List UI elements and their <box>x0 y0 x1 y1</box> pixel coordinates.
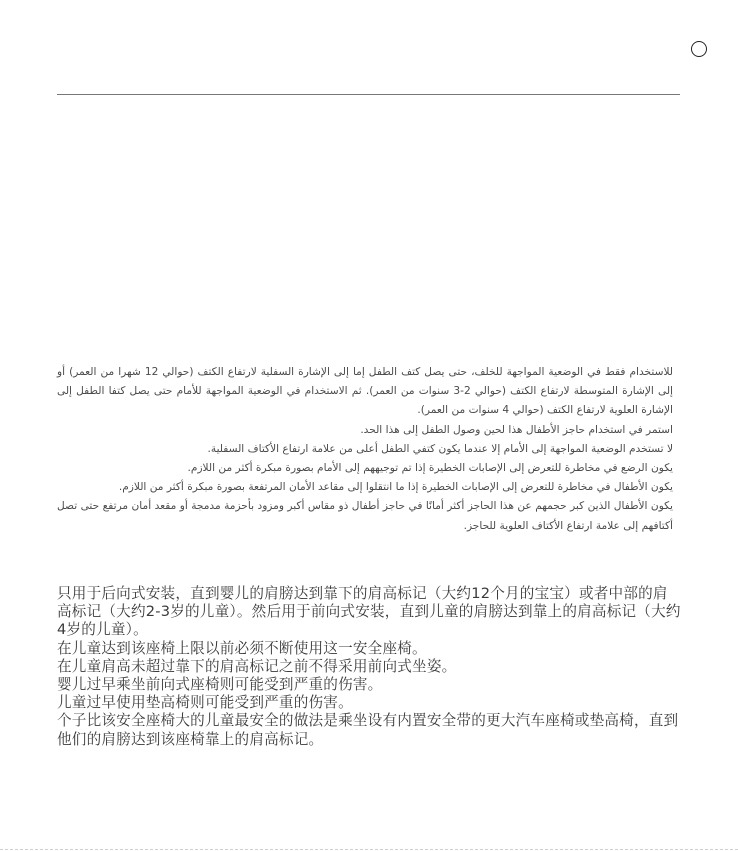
arabic-paragraph-4: يكون الرضع في مخاطرة للتعرض إلى الإصابات الخطيرة إذا تم توجيههم إلى الأمام بصورة مبكرة أكثر من اللازم. <box>187 462 673 475</box>
chinese-paragraph-4: 婴儿过早乘坐前向式座椅则可能受到严重的伤害。 <box>57 676 383 694</box>
arabic-paragraph-1: للاستخدام فقط في الوضعية المواجهة للخلف، حتى يصل كتف الطفل إما إلى الإشارة السفلية لارتفاع الكتف (حوالي 12 شهرا من العمر) أو إلى الإشارة المتوسطة لارتفاع الكتف (حوالي 2-3 سنوات من العمر). ثم الاستخدام في الوضعية المواجهة للأمام حتى يصل كتفا الطفل إلى الإشارة العلوية لارتفاع الكتف (حوالي 4 سنوات من العمر). <box>57 366 674 417</box>
chinese-instructions <box>57 585 681 749</box>
page-corner-circle-mark <box>691 41 707 57</box>
chinese-paragraph-6: 个子比该安全座椅大的儿童最安全的做法是乘坐设有内置安全带的更大汽车座椅或垫高椅，直到他们的肩膀达到该座椅靠上的肩高标记。 <box>57 712 679 748</box>
arabic-paragraph-2: استمر في استخدام حاجز الأطفال هذا لحين وصول الطفل إلى هذا الحد. <box>360 423 673 436</box>
header-rule <box>57 94 680 95</box>
arabic-paragraph-6: يكون الأطفال الذين كبر حجمهم عن هذا الحاجز أكثر أمانًا في حاجز أطفال ذو مقاس أكبر ومزود بأحزمة مدمجة أو مقعد أمان مرتفع حتى تصل أكتافهم إلى علامة ارتفاع الأكتاف العلوية للحاجز. <box>57 500 673 532</box>
page-bottom-edge <box>0 849 738 850</box>
chinese-paragraph-2: 在儿童达到该座椅上限以前必须不断使用这一安全座椅。 <box>57 639 427 657</box>
arabic-instructions <box>57 363 673 536</box>
arabic-paragraph-5: يكون الأطفال في مخاطرة للتعرض إلى الإصابات الخطيرة إذا ما انتقلوا إلى مقاعد الأمان المرتفعة بصورة مبكرة أكثر من اللازم. <box>118 481 673 494</box>
chinese-paragraph-1: 只用于后向式安装，直到婴儿的肩膀达到靠下的肩高标记（大约12个月的宝宝）或者中部的肩高标记（大约2-3岁的儿童）。然后用于前向式安装，直到儿童的肩膀达到靠上的肩高标记（大约4岁的儿童）。 <box>57 585 681 639</box>
arabic-paragraph-3: لا تستخدم الوضعية المواجهة إلى الأمام إلا عندما يكون كتفي الطفل أعلى من علامة ارتفاع الأكتاف السفلية. <box>207 442 673 455</box>
chinese-paragraph-5: 儿童过早使用垫高椅则可能受到严重的伤害。 <box>57 694 353 712</box>
chinese-paragraph-3: 在儿童肩高未超过靠下的肩高标记之前不得采用前向式坐姿。 <box>57 657 457 675</box>
